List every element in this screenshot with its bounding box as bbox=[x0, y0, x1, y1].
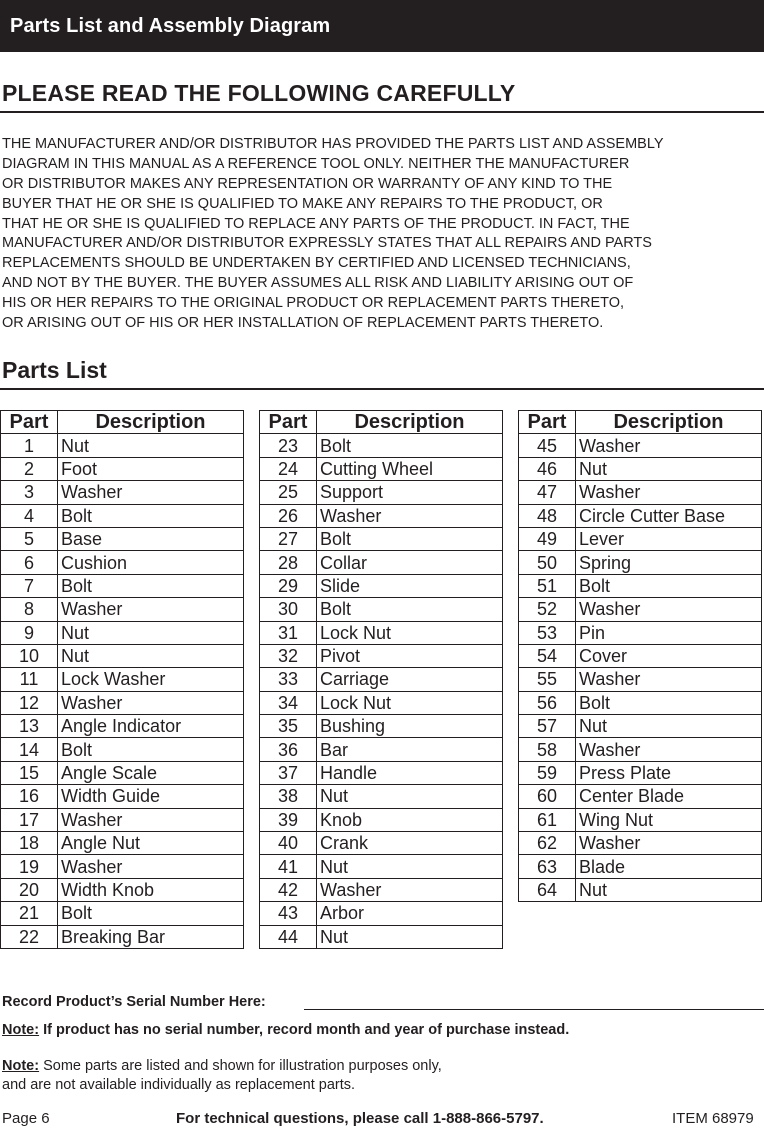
part-description: Knob bbox=[317, 808, 503, 831]
table-row bbox=[519, 551, 762, 574]
part-description: Cushion bbox=[58, 551, 244, 574]
table-row bbox=[260, 574, 503, 597]
part-description: Crank bbox=[317, 832, 503, 855]
table-row bbox=[1, 715, 244, 738]
table-row bbox=[1, 621, 244, 644]
part-description: Lock Nut bbox=[317, 691, 503, 714]
part-description: Bolt bbox=[58, 574, 244, 597]
note-serial bbox=[2, 1022, 569, 1038]
table-row bbox=[1, 574, 244, 597]
part-description: Washer bbox=[576, 481, 762, 504]
table-row bbox=[1, 832, 244, 855]
part-description: Washer bbox=[576, 738, 762, 761]
part-number: 48 bbox=[519, 504, 576, 527]
note-text-line2: and are not available individually as replacement parts. bbox=[2, 1077, 356, 1093]
part-description: Nut bbox=[58, 644, 244, 667]
part-number: 34 bbox=[260, 691, 317, 714]
table-row bbox=[519, 878, 762, 901]
parts-list-title: Parts List bbox=[2, 357, 107, 383]
table-row bbox=[519, 574, 762, 597]
note-text: Some parts are listed and shown for illustration purposes only, bbox=[39, 1058, 442, 1074]
table-row bbox=[519, 832, 762, 855]
table-row bbox=[1, 691, 244, 714]
part-number: 60 bbox=[519, 785, 576, 808]
tech-support-phone: For technical questions, please call 1-888-866-5797. bbox=[176, 1110, 544, 1127]
table-row bbox=[519, 785, 762, 808]
part-number: 59 bbox=[519, 761, 576, 784]
part-number: 5 bbox=[1, 527, 58, 550]
table-row bbox=[1, 598, 244, 621]
table-row bbox=[519, 481, 762, 504]
part-description: Washer bbox=[317, 504, 503, 527]
table-row bbox=[1, 761, 244, 784]
part-number: 6 bbox=[1, 551, 58, 574]
part-number: 33 bbox=[260, 668, 317, 691]
part-header: Part bbox=[519, 411, 576, 434]
part-description: Nut bbox=[317, 785, 503, 808]
table-row bbox=[260, 738, 503, 761]
part-number: 19 bbox=[1, 855, 58, 878]
table-row bbox=[519, 621, 762, 644]
table-row bbox=[519, 668, 762, 691]
table-row bbox=[519, 504, 762, 527]
part-description: Cover bbox=[576, 644, 762, 667]
table-row bbox=[1, 738, 244, 761]
part-number: 39 bbox=[260, 808, 317, 831]
table-row bbox=[1, 504, 244, 527]
part-description: Nut bbox=[317, 925, 503, 948]
table-row bbox=[1, 902, 244, 925]
disclaimer-line: AND NOT BY THE BUYER. THE BUYER ASSUMES ALL RISK AND LIABILITY ARISING OUT OF bbox=[2, 275, 634, 292]
disclaimer-line: HIS OR HER REPAIRS TO THE ORIGINAL PRODUCT OR REPLACEMENT PARTS THERETO, bbox=[2, 295, 625, 312]
table-row bbox=[519, 855, 762, 878]
part-description: Width Knob bbox=[58, 878, 244, 901]
part-description: Press Plate bbox=[576, 761, 762, 784]
table-row bbox=[260, 808, 503, 831]
part-description: Pin bbox=[576, 621, 762, 644]
part-description: Washer bbox=[576, 434, 762, 457]
table-row bbox=[519, 434, 762, 457]
part-description: Bolt bbox=[576, 691, 762, 714]
part-description: Cutting Wheel bbox=[317, 457, 503, 480]
table-row bbox=[1, 668, 244, 691]
disclaimer-line: BUYER THAT HE OR SHE IS QUALIFIED TO MAKE ANY REPAIRS TO THE PRODUCT, OR bbox=[2, 195, 603, 212]
parts-table-2 bbox=[259, 410, 503, 949]
part-number: 51 bbox=[519, 574, 576, 597]
part-description: Arbor bbox=[317, 902, 503, 925]
table-row bbox=[1, 457, 244, 480]
part-number: 24 bbox=[260, 457, 317, 480]
part-description: Carriage bbox=[317, 668, 503, 691]
part-description: Washer bbox=[58, 691, 244, 714]
part-number: 54 bbox=[519, 644, 576, 667]
table-row bbox=[1, 481, 244, 504]
part-description: Bolt bbox=[317, 527, 503, 550]
part-number: 18 bbox=[1, 832, 58, 855]
part-number: 50 bbox=[519, 551, 576, 574]
part-number: 45 bbox=[519, 434, 576, 457]
part-number: 23 bbox=[260, 434, 317, 457]
part-description: Nut bbox=[58, 621, 244, 644]
part-description: Washer bbox=[576, 832, 762, 855]
part-number: 16 bbox=[1, 785, 58, 808]
part-number: 42 bbox=[260, 878, 317, 901]
part-description: Center Blade bbox=[576, 785, 762, 808]
part-number: 28 bbox=[260, 551, 317, 574]
part-description: Washer bbox=[58, 855, 244, 878]
part-number: 61 bbox=[519, 808, 576, 831]
table-row bbox=[260, 855, 503, 878]
disclaimer-line: DIAGRAM IN THIS MANUAL AS A REFERENCE TOOL ONLY. NEITHER THE MANUFACTURER bbox=[2, 155, 630, 172]
part-description: Washer bbox=[58, 481, 244, 504]
part-number: 40 bbox=[260, 832, 317, 855]
part-number: 9 bbox=[1, 621, 58, 644]
part-number: 20 bbox=[1, 878, 58, 901]
description-header: Description bbox=[58, 411, 244, 434]
part-number: 37 bbox=[260, 761, 317, 784]
part-description: Nut bbox=[317, 855, 503, 878]
part-description: Washer bbox=[58, 598, 244, 621]
table-row bbox=[260, 644, 503, 667]
table-row bbox=[260, 527, 503, 550]
part-description: Washer bbox=[317, 878, 503, 901]
table-row bbox=[1, 925, 244, 948]
table-row bbox=[260, 902, 503, 925]
part-number: 7 bbox=[1, 574, 58, 597]
part-description: Base bbox=[58, 527, 244, 550]
part-description: Handle bbox=[317, 761, 503, 784]
table-row bbox=[260, 481, 503, 504]
table-row bbox=[260, 621, 503, 644]
table-row bbox=[260, 832, 503, 855]
part-number: 57 bbox=[519, 715, 576, 738]
part-description: Width Guide bbox=[58, 785, 244, 808]
table-row bbox=[519, 738, 762, 761]
table-row bbox=[519, 761, 762, 784]
part-description: Support bbox=[317, 481, 503, 504]
table-row bbox=[519, 644, 762, 667]
table-row bbox=[260, 785, 503, 808]
table-row bbox=[519, 598, 762, 621]
part-description: Circle Cutter Base bbox=[576, 504, 762, 527]
part-number: 10 bbox=[1, 644, 58, 667]
part-number: 29 bbox=[260, 574, 317, 597]
part-number: 46 bbox=[519, 457, 576, 480]
part-number: 4 bbox=[1, 504, 58, 527]
table-row bbox=[519, 457, 762, 480]
serial-number-label: Record Product’s Serial Number Here: bbox=[2, 994, 266, 1010]
part-number: 8 bbox=[1, 598, 58, 621]
note-illustration bbox=[2, 1057, 442, 1095]
part-number: 15 bbox=[1, 761, 58, 784]
part-number: 49 bbox=[519, 527, 576, 550]
disclaimer-line: OR ARISING OUT OF HIS OR HER INSTALLATION OF REPLACEMENT PARTS THERETO. bbox=[2, 315, 604, 332]
table-row bbox=[1, 808, 244, 831]
part-description: Lever bbox=[576, 527, 762, 550]
part-description: Nut bbox=[576, 878, 762, 901]
divider bbox=[0, 388, 764, 390]
part-number: 1 bbox=[1, 434, 58, 457]
part-description: Lock Nut bbox=[317, 621, 503, 644]
table-row bbox=[1, 878, 244, 901]
table-row bbox=[260, 925, 503, 948]
part-number: 41 bbox=[260, 855, 317, 878]
table-row bbox=[519, 808, 762, 831]
table-row bbox=[260, 691, 503, 714]
divider bbox=[0, 111, 764, 113]
part-number: 31 bbox=[260, 621, 317, 644]
disclaimer-text bbox=[2, 135, 764, 334]
part-number: 64 bbox=[519, 878, 576, 901]
description-header: Description bbox=[317, 411, 503, 434]
part-header: Part bbox=[1, 411, 58, 434]
part-description: Slide bbox=[317, 574, 503, 597]
part-description: Bar bbox=[317, 738, 503, 761]
part-description: Nut bbox=[58, 434, 244, 457]
part-number: 43 bbox=[260, 902, 317, 925]
part-number: 2 bbox=[1, 457, 58, 480]
part-description: Spring bbox=[576, 551, 762, 574]
table-row bbox=[1, 434, 244, 457]
table-row bbox=[1, 644, 244, 667]
table-row bbox=[260, 434, 503, 457]
part-number: 30 bbox=[260, 598, 317, 621]
part-description: Angle Scale bbox=[58, 761, 244, 784]
part-description: Bolt bbox=[58, 504, 244, 527]
table-row bbox=[1, 551, 244, 574]
table-row bbox=[1, 855, 244, 878]
header-title: Parts List and Assembly Diagram bbox=[10, 15, 331, 37]
warning-title: PLEASE READ THE FOLLOWING CAREFULLY bbox=[2, 80, 516, 106]
part-number: 22 bbox=[1, 925, 58, 948]
note-label: Note: bbox=[2, 1022, 40, 1038]
part-description: Bolt bbox=[317, 598, 503, 621]
part-number: 35 bbox=[260, 715, 317, 738]
parts-table-1 bbox=[0, 410, 244, 949]
part-description: Lock Washer bbox=[58, 668, 244, 691]
disclaimer-line: MANUFACTURER AND/OR DISTRIBUTOR EXPRESSLY STATES THAT ALL REPAIRS AND PARTS bbox=[2, 235, 652, 252]
part-number: 38 bbox=[260, 785, 317, 808]
note-text: If product has no serial number, record month and year of purchase instead. bbox=[39, 1022, 570, 1038]
part-number: 63 bbox=[519, 855, 576, 878]
part-description: Washer bbox=[58, 808, 244, 831]
table-row bbox=[260, 457, 503, 480]
part-description: Blade bbox=[576, 855, 762, 878]
part-description: Collar bbox=[317, 551, 503, 574]
part-number: 12 bbox=[1, 691, 58, 714]
table-row bbox=[1, 785, 244, 808]
description-header: Description bbox=[576, 411, 762, 434]
part-description: Washer bbox=[576, 668, 762, 691]
table-row bbox=[519, 691, 762, 714]
part-number: 47 bbox=[519, 481, 576, 504]
part-number: 53 bbox=[519, 621, 576, 644]
parts-table-3 bbox=[518, 410, 762, 902]
disclaimer-line: REPLACEMENTS SHOULD BE UNDERTAKEN BY CERTIFIED AND LICENSED TECHNICIANS, bbox=[2, 255, 631, 272]
part-number: 14 bbox=[1, 738, 58, 761]
serial-number-field bbox=[2, 994, 764, 1014]
part-description: Bolt bbox=[58, 902, 244, 925]
table-row bbox=[519, 715, 762, 738]
serial-number-blank-line bbox=[304, 1009, 764, 1010]
part-number: 62 bbox=[519, 832, 576, 855]
table-row bbox=[260, 551, 503, 574]
part-number: 11 bbox=[1, 668, 58, 691]
part-number: 3 bbox=[1, 481, 58, 504]
table-row bbox=[1, 527, 244, 550]
part-description: Bolt bbox=[317, 434, 503, 457]
table-row bbox=[260, 598, 503, 621]
part-number: 21 bbox=[1, 902, 58, 925]
disclaimer-line: THE MANUFACTURER AND/OR DISTRIBUTOR HAS PROVIDED THE PARTS LIST AND ASSEMBLY bbox=[2, 136, 664, 152]
header-bar bbox=[0, 0, 764, 52]
part-number: 26 bbox=[260, 504, 317, 527]
disclaimer-line: OR DISTRIBUTOR MAKES ANY REPRESENTATION OR WARRANTY OF ANY KIND TO THE bbox=[2, 175, 613, 192]
item-number: ITEM 68979 bbox=[672, 1110, 754, 1127]
part-description: Wing Nut bbox=[576, 808, 762, 831]
table-row bbox=[260, 878, 503, 901]
part-description: Nut bbox=[576, 715, 762, 738]
part-description: Foot bbox=[58, 457, 244, 480]
part-description: Washer bbox=[576, 598, 762, 621]
part-description: Angle Nut bbox=[58, 832, 244, 855]
disclaimer-line: THAT HE OR SHE IS QUALIFIED TO REPLACE ANY PARTS OF THE PRODUCT. IN FACT, THE bbox=[2, 215, 630, 232]
part-description: Bolt bbox=[576, 574, 762, 597]
table-row bbox=[519, 527, 762, 550]
part-number: 25 bbox=[260, 481, 317, 504]
table-row bbox=[260, 504, 503, 527]
part-description: Pivot bbox=[317, 644, 503, 667]
part-description: Bolt bbox=[58, 738, 244, 761]
table-row bbox=[260, 715, 503, 738]
part-number: 32 bbox=[260, 644, 317, 667]
part-number: 27 bbox=[260, 527, 317, 550]
part-number: 44 bbox=[260, 925, 317, 948]
part-description: Nut bbox=[576, 457, 762, 480]
page-number: Page 6 bbox=[2, 1110, 50, 1127]
part-number: 55 bbox=[519, 668, 576, 691]
part-description: Angle Indicator bbox=[58, 715, 244, 738]
part-number: 52 bbox=[519, 598, 576, 621]
note-label: Note: bbox=[2, 1058, 40, 1074]
part-number: 17 bbox=[1, 808, 58, 831]
part-description: Breaking Bar bbox=[58, 925, 244, 948]
part-number: 58 bbox=[519, 738, 576, 761]
table-row bbox=[260, 668, 503, 691]
part-number: 56 bbox=[519, 691, 576, 714]
table-row bbox=[260, 761, 503, 784]
part-number: 13 bbox=[1, 715, 58, 738]
part-number: 36 bbox=[260, 738, 317, 761]
part-header: Part bbox=[260, 411, 317, 434]
part-description: Bushing bbox=[317, 715, 503, 738]
